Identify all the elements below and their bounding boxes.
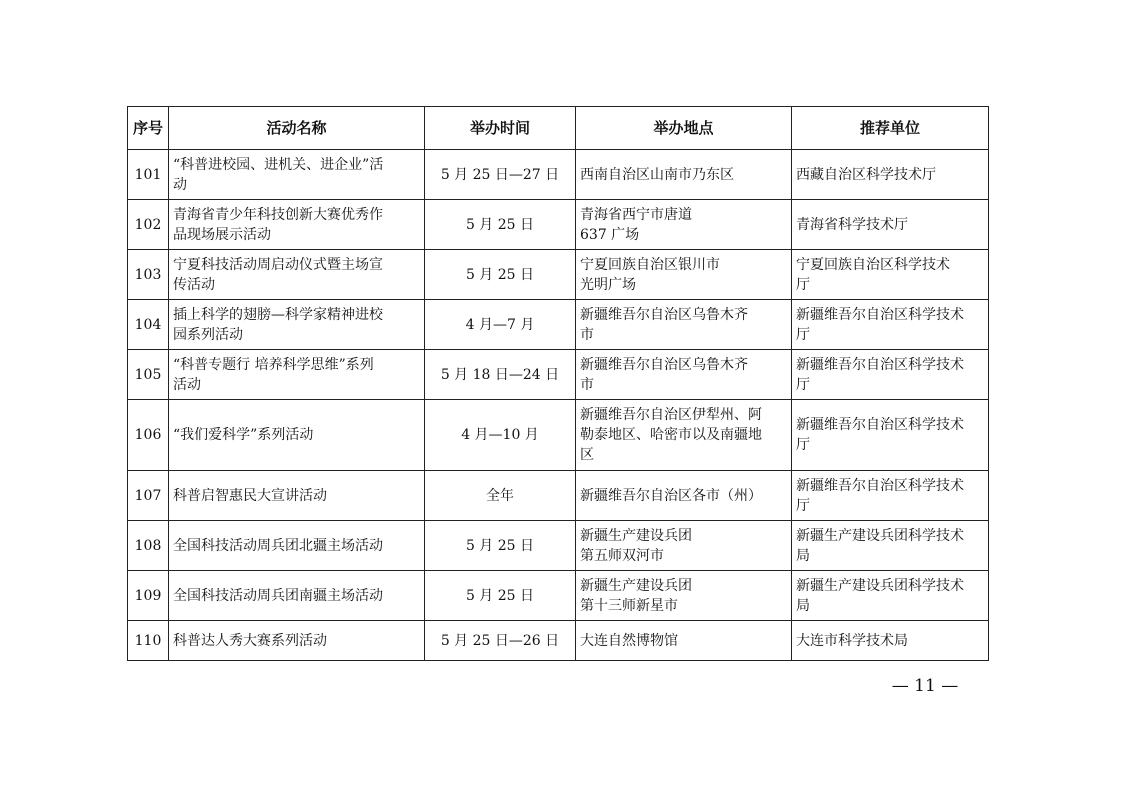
cell-location: 青海省西宁市唐道 637 广场	[576, 200, 792, 250]
table-header-row	[128, 107, 989, 150]
cell-name: “科普进校园、进机关、进企业”活 动	[169, 150, 425, 200]
header-location: 举办地点	[576, 107, 792, 150]
cell-name: 科普达人秀大赛系列活动	[169, 621, 425, 661]
cell-name: 科普启智惠民大宣讲活动	[169, 471, 425, 521]
cell-time: 5 月 25 日—27 日	[425, 150, 576, 200]
table-row	[128, 300, 989, 350]
page-number: — 11 —	[891, 676, 959, 696]
cell-num: 106	[128, 400, 169, 471]
cell-unit: 新疆维吾尔自治区科学技术 厅	[792, 471, 989, 521]
cell-name: “我们爱科学”系列活动	[169, 400, 425, 471]
table-row	[128, 571, 989, 621]
cell-name: 青海省青少年科技创新大赛优秀作 品现场展示活动	[169, 200, 425, 250]
header-name: 活动名称	[169, 107, 425, 150]
cell-location: 宁夏回族自治区银川市 光明广场	[576, 250, 792, 300]
cell-time: 4 月—7 月	[425, 300, 576, 350]
cell-unit: 新疆维吾尔自治区科学技术 厅	[792, 400, 989, 471]
cell-time: 全年	[425, 471, 576, 521]
cell-num: 109	[128, 571, 169, 621]
cell-num: 102	[128, 200, 169, 250]
cell-unit: 青海省科学技术厅	[792, 200, 989, 250]
cell-name: 宁夏科技活动周启动仪式暨主场宣 传活动	[169, 250, 425, 300]
cell-location: 新疆维吾尔自治区乌鲁木齐 市	[576, 350, 792, 400]
cell-location: 新疆维吾尔自治区各市（州）	[576, 471, 792, 521]
cell-num: 103	[128, 250, 169, 300]
cell-num: 101	[128, 150, 169, 200]
cell-unit: 新疆生产建设兵团科学技术 局	[792, 571, 989, 621]
cell-num: 107	[128, 471, 169, 521]
cell-unit: 新疆生产建设兵团科学技术 局	[792, 521, 989, 571]
cell-num: 110	[128, 621, 169, 661]
header-unit: 推荐单位	[792, 107, 989, 150]
table-row	[128, 521, 989, 571]
cell-location: 新疆生产建设兵团 第十三师新星市	[576, 571, 792, 621]
header-num: 序号	[128, 107, 169, 150]
cell-time: 5 月 25 日	[425, 200, 576, 250]
table-row	[128, 200, 989, 250]
cell-time: 5 月 18 日—24 日	[425, 350, 576, 400]
cell-num: 108	[128, 521, 169, 571]
cell-time: 5 月 25 日	[425, 521, 576, 571]
cell-time: 4 月—10 月	[425, 400, 576, 471]
table-row	[128, 471, 989, 521]
table-row	[128, 400, 989, 471]
cell-name: 全国科技活动周兵团北疆主场活动	[169, 521, 425, 571]
cell-time: 5 月 25 日	[425, 571, 576, 621]
table-row	[128, 621, 989, 661]
cell-location: 西南自治区山南市乃东区	[576, 150, 792, 200]
cell-unit: 宁夏回族自治区科学技术 厅	[792, 250, 989, 300]
cell-unit: 新疆维吾尔自治区科学技术 厅	[792, 350, 989, 400]
cell-location: 新疆生产建设兵团 第五师双河市	[576, 521, 792, 571]
table-row	[128, 150, 989, 200]
activity-table	[127, 106, 989, 661]
cell-unit: 大连市科学技术局	[792, 621, 989, 661]
cell-location: 新疆维吾尔自治区伊犁州、阿 勒泰地区、哈密市以及南疆地 区	[576, 400, 792, 471]
cell-num: 104	[128, 300, 169, 350]
cell-time: 5 月 25 日—26 日	[425, 621, 576, 661]
cell-name: “科普专题行 培养科学思维”系列 活动	[169, 350, 425, 400]
header-time: 举办时间	[425, 107, 576, 150]
cell-time: 5 月 25 日	[425, 250, 576, 300]
cell-unit: 西藏自治区科学技术厅	[792, 150, 989, 200]
cell-name: 全国科技活动周兵团南疆主场活动	[169, 571, 425, 621]
table-row	[128, 250, 989, 300]
cell-name: 插上科学的翅膀—科学家精神进校 园系列活动	[169, 300, 425, 350]
cell-unit: 新疆维吾尔自治区科学技术 厅	[792, 300, 989, 350]
cell-location: 大连自然博物馆	[576, 621, 792, 661]
table-row	[128, 350, 989, 400]
cell-num: 105	[128, 350, 169, 400]
cell-location: 新疆维吾尔自治区乌鲁木齐 市	[576, 300, 792, 350]
